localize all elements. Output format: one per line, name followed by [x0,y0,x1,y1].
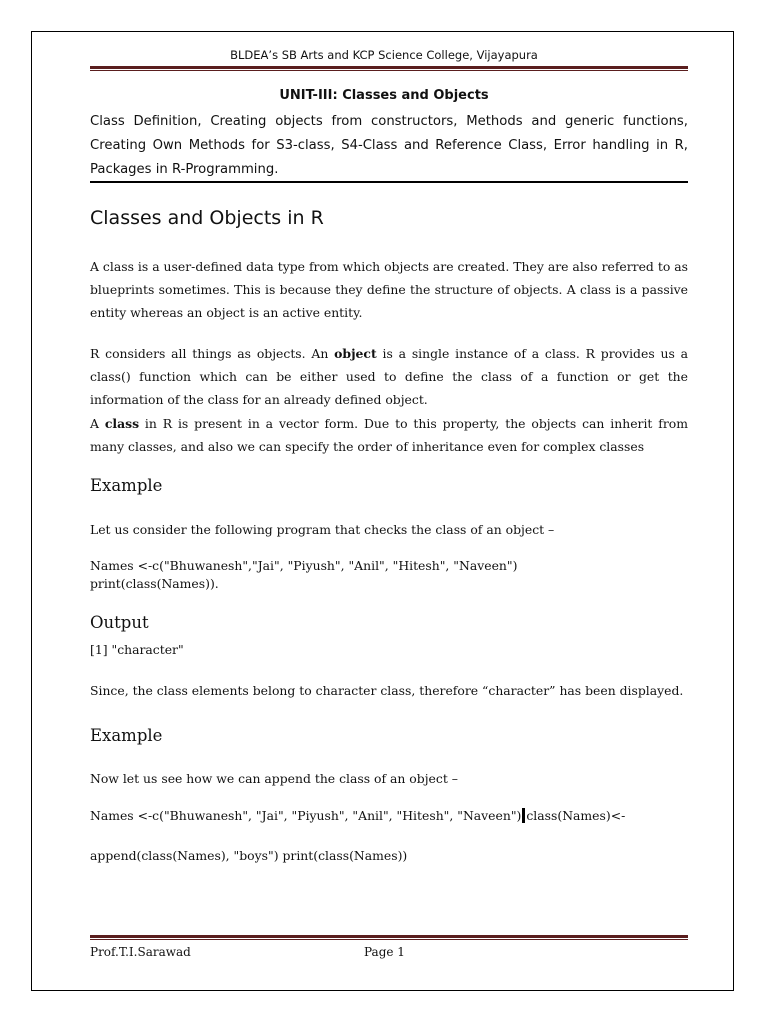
footer-author: Prof.T.I.Sarawad [90,945,191,959]
output-result: [1] "character" [90,642,184,657]
code-append-after: class(Names)<- [526,808,626,823]
paragraph-class-vector [90,412,688,458]
paragraph-class-definition: A class is a user-defined data type from which objects are created. They are also referred to as blueprints sometimes. This is because they define the structure of objects. A class is a passive entity whereas an object is an active entity. [90,259,688,320]
example-intro-2: Now let us see how we can append the class of an object – [90,771,458,786]
code-line-names: Names <-c("Bhuwanesh","Jai", "Piyush", "Anil", "Hitesh", "Naveen") [90,558,518,573]
section-heading: Classes and Objects in R [90,207,324,229]
example-intro-1: Let us consider the following program that checks the class of an object – [90,522,555,537]
example-heading-2: Example [90,726,163,745]
unit-title: UNIT-III: Classes and Objects [279,88,489,103]
output-heading: Output [90,613,149,632]
code-line-print: print(class(Names)). [90,576,219,591]
college-header: BLDEA’s SB Arts and KCP Science College, Vijayapura [230,48,538,62]
paragraph-class-bold: class [104,416,140,431]
paragraph-object [90,342,688,411]
paragraph-object-before: R considers all things as objects. An [90,346,335,361]
syllabus-rule [90,181,688,183]
unit-syllabus: Class Definition, Creating objects from constructors, Methods and generic functions, Creating Own Methods for S3-class, S4-Class and Reference Class, Error handling in R, Packages in R-Programming. [90,114,688,177]
paragraph-object-after: is a single instance of a class. R provides us a class() function which can be either used to define the class of a function or get the information of the class for an already defined object. [90,346,688,407]
footer-rule [90,935,688,940]
output-explanation: Since, the class elements belong to character class, therefore “character” has been displayed. [90,683,684,698]
footer-page-number: Page 1 [364,945,405,959]
example-heading-1: Example [90,476,163,495]
code-append-before: Names <-c("Bhuwanesh", "Jai", "Piyush", "Anil", "Hitesh", "Naveen") [90,808,522,823]
code-line-append-print: append(class(Names), "boys") print(class(Names)) [90,848,408,863]
paragraph-object-bold: object [334,346,377,361]
paragraph-class-before: A [90,416,105,431]
header-rule [90,66,688,71]
code-line-append [90,808,625,823]
paragraph-class-after: in R is present in a vector form. Due to this property, the objects can inherit from many classes, and also we can specify the order of inheritance even for complex classes [90,416,688,454]
text-cursor [522,808,525,823]
